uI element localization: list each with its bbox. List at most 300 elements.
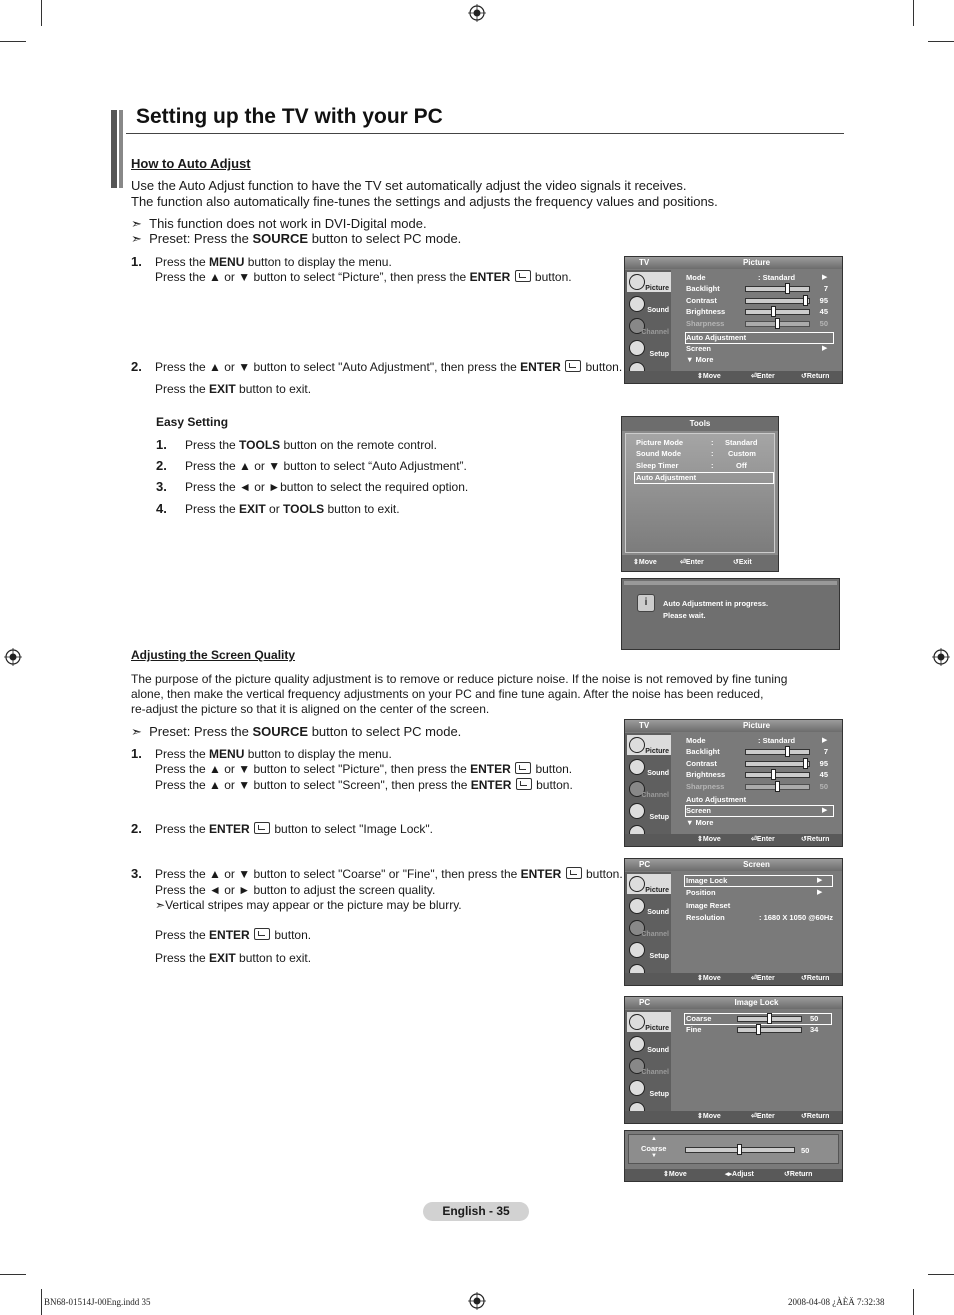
arrow-right-icon: ▶ — [822, 274, 828, 281]
step-text: Press the — [155, 951, 210, 965]
step-number: 4. — [156, 501, 167, 516]
step-bold: EXIT — [209, 382, 236, 396]
registration-mark-icon — [468, 1292, 486, 1310]
osd-row-value: 95 — [819, 296, 828, 305]
step-text: button. — [582, 360, 623, 374]
title-accent-bar — [111, 110, 117, 188]
osd-row-label: ▼ More — [686, 818, 714, 827]
crop-mark — [41, 1289, 42, 1315]
step-line: Press the ◄ or ► button to adjust the screen quality. — [155, 883, 436, 897]
osd-footer — [625, 973, 842, 985]
osd-dialog-edge — [624, 581, 837, 585]
osd-footer — [622, 555, 778, 571]
osd-header: Tools — [622, 417, 778, 431]
osd-row-value: 45 — [819, 770, 828, 779]
step-bold: ENTER — [470, 778, 512, 792]
osd-foot-return: ↺ Return — [801, 975, 830, 982]
step-text: button. — [532, 762, 573, 776]
step-bold: TOOLS — [239, 438, 281, 452]
picture-icon — [629, 876, 645, 892]
step-line — [155, 254, 392, 270]
step-number: 3. — [131, 866, 142, 881]
osd-foot-label: Move — [702, 975, 721, 982]
osd-foot-label: Return — [806, 836, 830, 843]
osd-row-label: Fine — [686, 1025, 702, 1034]
osd-row-label: Sharpness — [686, 319, 725, 328]
osd-side-setup — [627, 338, 671, 358]
step-line — [155, 821, 433, 837]
coarse-adjust-knob[interactable] — [737, 1144, 742, 1155]
step-number: 1. — [156, 437, 167, 452]
osd-foot-label: Move — [702, 373, 721, 380]
osd-row-value: Off — [736, 461, 747, 470]
osd-source-label: TV — [639, 721, 650, 730]
osd-foot-exit: ↺ Exit — [733, 559, 752, 566]
osd-side-label: Channel — [641, 1069, 669, 1076]
osd-row-label: Sharpness — [686, 782, 725, 791]
step-line — [185, 437, 437, 453]
enter-icon — [565, 360, 581, 372]
note-text: button to select PC mode. — [308, 231, 462, 246]
gear-icon — [629, 942, 645, 958]
step-text: button to exit. — [324, 502, 400, 516]
arrow-right-icon: ▶ — [822, 737, 828, 744]
osd-foot-label: Enter — [756, 975, 775, 982]
step-line: Press the ◄ or ►button to select the required option. — [185, 480, 469, 494]
step-number: 2. — [156, 458, 167, 473]
step-text: Press the — [155, 382, 210, 396]
osd-slider-track[interactable] — [745, 298, 810, 304]
step-bold: ENTER — [520, 867, 562, 881]
osd-slider-track[interactable] — [745, 749, 810, 755]
step-line: Press the ▲ or ▼ button to select “Auto Adjustment”. — [185, 459, 467, 473]
sound-icon — [629, 296, 645, 312]
osd-row-label: Auto Adjustment — [636, 473, 697, 482]
osd-row-value: 95 — [819, 759, 828, 768]
step-text: Press the ▲ or ▼ button to select “Picture”, then press the — [155, 270, 470, 284]
file-slug: BN68-01514J-00Eng.indd 35 — [44, 1297, 151, 1307]
note-bold: SOURCE — [252, 231, 309, 246]
enter-icon — [254, 822, 270, 834]
step-text: Press the ▲ or ▼ button to select "Coarse" or "Fine", then press the — [155, 867, 521, 881]
osd-side-setup — [627, 940, 671, 960]
osd-foot-label: Enter — [756, 1113, 775, 1120]
osd-foot-enter: ⏎ Enter — [751, 373, 775, 380]
osd-slider-knob[interactable] — [775, 781, 780, 792]
osd-foot-adjust: ◂▸ Adjust — [725, 1171, 754, 1178]
osd-side-label: Picture — [645, 887, 669, 894]
fine-slider-track[interactable] — [737, 1027, 802, 1033]
osd-foot-label: Enter — [685, 559, 704, 566]
osd-side-label: Setup — [649, 351, 669, 358]
note-text: Preset: Press the — [149, 724, 253, 739]
step-number: 1. — [131, 746, 142, 761]
sound-icon — [629, 898, 645, 914]
osd-row-label: Screen — [686, 344, 712, 353]
step-line — [155, 777, 573, 793]
osd-sidebar — [625, 872, 671, 973]
osd-row-label: Mode — [686, 736, 706, 745]
note-item — [131, 231, 461, 247]
osd-sidebar — [625, 733, 671, 834]
arrow-right-icon: ▶ — [822, 345, 828, 352]
step-line — [155, 866, 623, 882]
osd-foot-move: ⇕ Move — [697, 975, 721, 982]
registration-mark-icon — [932, 648, 950, 666]
osd-foot-move: ⇕ Move — [663, 1171, 687, 1178]
info-icon: i — [637, 594, 655, 612]
osd-row-value: 50 — [819, 782, 828, 791]
osd-row-label: Brightness — [686, 770, 726, 779]
osd-row-label: Auto Adjustment — [686, 795, 747, 804]
osd-side-picture — [627, 874, 671, 894]
step-text: button. — [582, 867, 623, 881]
osd-sidebar — [625, 1010, 671, 1111]
osd-header — [625, 859, 842, 871]
osd-message: Please wait. — [663, 611, 706, 620]
osd-side-label: Channel — [641, 329, 669, 336]
osd-foot-label: Return — [789, 1171, 813, 1178]
osd-sidebar — [625, 270, 671, 371]
osd-row-value: 34 — [810, 1025, 819, 1034]
step-text: Press the — [155, 255, 210, 269]
note-arrow-icon: ➣ — [155, 898, 166, 912]
osd-row-label: Brightness — [686, 307, 726, 316]
fine-slider-knob[interactable] — [756, 1024, 761, 1035]
step-text: Vertical stripes may appear or the picture may be blurry. — [165, 898, 462, 912]
osd-progress-dialog — [621, 578, 840, 650]
step-bold: ENTER — [469, 270, 511, 284]
osd-foot-label: Move — [702, 1113, 721, 1120]
arrow-right-icon: ▶ — [822, 807, 828, 814]
note-arrow-icon: ➣ — [131, 724, 142, 739]
crop-mark — [0, 41, 26, 42]
crop-mark — [0, 1274, 26, 1275]
osd-footer — [625, 834, 842, 846]
section-heading-screen-quality: Adjusting the Screen Quality — [131, 648, 296, 662]
osd-row-label: Backlight — [686, 284, 720, 293]
step-number: 3. — [156, 479, 167, 494]
note-text: button to select PC mode. — [308, 724, 462, 739]
coarse-slider-knob[interactable] — [767, 1013, 772, 1024]
step-line — [155, 950, 311, 966]
osd-side-label: Picture — [645, 285, 669, 292]
osd-row-label: Coarse — [641, 1144, 667, 1153]
osd-side-label: Sound — [647, 909, 669, 916]
osd-header — [625, 257, 842, 269]
date-slug: 2008-04-08 ¿ÀÈÄ 7:32:38 — [788, 1297, 885, 1307]
osd-slider-knob[interactable] — [785, 746, 790, 757]
osd-foot-label: Enter — [756, 836, 775, 843]
osd-row-label: Backlight — [686, 747, 720, 756]
step-text: Press the — [155, 928, 210, 942]
osd-row-label: Resolution — [686, 913, 725, 922]
osd-foot-label: Adjust — [732, 1171, 754, 1178]
crop-mark — [41, 0, 42, 26]
arrow-right-icon: ▶ — [817, 889, 823, 896]
osd-side-picture — [627, 272, 671, 292]
step-line — [155, 359, 622, 375]
osd-slider-knob[interactable] — [785, 283, 790, 294]
osd-foot-label: Return — [806, 1113, 830, 1120]
osd-footer — [625, 1111, 842, 1123]
section-heading-auto-adjust: How to Auto Adjust — [131, 156, 251, 171]
osd-row-label: Contrast — [686, 759, 717, 768]
osd-foot-label: Enter — [756, 373, 775, 380]
step-bold: MENU — [209, 747, 245, 761]
osd-side-label: Picture — [645, 1025, 669, 1032]
para-line: alone, then make the vertical frequency adjustments on your PC and fine tune again. After the noise has been reduced, — [131, 687, 764, 701]
osd-row-label: Sleep Timer — [636, 461, 679, 470]
osd-foot-move: ⇕ Move — [633, 559, 657, 566]
step-text: button to exit. — [235, 951, 312, 965]
step-number: 1. — [131, 254, 142, 269]
page-title: Setting up the TV with your PC — [136, 105, 443, 128]
osd-row-value: : Standard — [758, 273, 796, 282]
osd-footer — [625, 371, 842, 383]
note-text: Preset: Press the — [149, 231, 253, 246]
osd-row-value: : Standard — [758, 736, 796, 745]
crop-mark — [913, 0, 914, 26]
osd-coarse-adjust — [624, 1130, 843, 1182]
page-number-badge: English - 35 — [423, 1202, 529, 1221]
step-number: 2. — [131, 821, 142, 836]
enter-icon — [516, 778, 532, 790]
osd-row-value: 50 — [801, 1146, 810, 1155]
crop-mark — [928, 41, 954, 42]
osd-row-value: : 1680 X 1050 @60Hz — [759, 913, 834, 922]
step-text: button. — [532, 778, 573, 792]
osd-row-label: Auto Adjustment — [686, 333, 747, 342]
osd-side-channel — [627, 779, 671, 799]
intro-line: The function also automatically fine-tunes the settings and adjusts the frequency values and positions. — [131, 194, 718, 209]
osd-side-channel — [627, 316, 671, 336]
gear-icon — [629, 340, 645, 356]
osd-foot-return: ↺ Return — [801, 373, 830, 380]
osd-message: Auto Adjustment in progress. — [663, 599, 769, 608]
enter-icon — [515, 270, 531, 282]
step-text: Press the — [155, 747, 210, 761]
osd-foot-enter: ⏎ Enter — [751, 1113, 775, 1120]
osd-header — [625, 720, 842, 732]
gear-icon — [629, 1080, 645, 1096]
step-text: Press the — [185, 438, 240, 452]
osd-title: Image Lock — [734, 998, 779, 1007]
osd-row-label: Image Lock — [686, 876, 728, 885]
step-text: button. — [271, 928, 312, 942]
osd-side-label: Channel — [641, 792, 669, 799]
osd-foot-label: Move — [702, 836, 721, 843]
picture-icon — [629, 737, 645, 753]
osd-foot-return: ↺ Return — [801, 836, 830, 843]
osd-side-sound — [627, 294, 671, 314]
osd-side-label: Sound — [647, 1047, 669, 1054]
sound-icon — [629, 1036, 645, 1052]
crop-mark — [913, 1289, 914, 1315]
note-text: This function does not work in DVI-Digital mode. — [149, 216, 427, 231]
step-bold: ENTER — [209, 928, 250, 942]
osd-row-label: Sound Mode — [636, 449, 681, 458]
step-text: button to select "Image Lock". — [271, 822, 433, 836]
osd-side-label: Setup — [649, 1091, 669, 1098]
osd-side-label: Setup — [649, 814, 669, 821]
osd-slider-track[interactable] — [745, 761, 810, 767]
osd-foot-enter: ⏎ Enter — [751, 836, 775, 843]
step-line — [155, 761, 572, 777]
osd-row-value: 7 — [823, 284, 828, 293]
step-text: button. — [531, 270, 572, 284]
osd-title: Picture — [742, 258, 771, 267]
note-item — [131, 216, 427, 232]
step-number: 2. — [131, 359, 142, 374]
enter-icon — [254, 928, 270, 940]
osd-side-label: Sound — [647, 770, 669, 777]
osd-side-label: Setup — [649, 953, 669, 960]
step-bold: ENTER — [520, 360, 561, 374]
note-arrow-icon: ➣ — [131, 216, 142, 231]
step-line — [185, 501, 400, 517]
osd-side-label: Sound — [647, 307, 669, 314]
osd-row-sep: : — [711, 461, 714, 470]
step-text: or — [265, 502, 284, 516]
osd-row-label: Picture Mode — [636, 438, 684, 447]
registration-mark-icon — [468, 4, 486, 22]
intro-line: Use the Auto Adjust function to have the TV set automatically adjust the video signals it receives. — [131, 178, 687, 193]
step-text: Press the ▲ or ▼ button to select "Picture", then press the — [155, 762, 471, 776]
osd-side-channel — [627, 1056, 671, 1076]
step-line — [155, 927, 311, 943]
step-bold: EXIT — [209, 951, 236, 965]
step-text: button to display the menu. — [244, 255, 392, 269]
osd-foot-move: ⇕ Move — [697, 836, 721, 843]
osd-row-value: 45 — [819, 307, 828, 316]
step-text: button to display the menu. — [244, 747, 392, 761]
osd-slider-track[interactable] — [745, 286, 810, 292]
registration-mark-icon — [4, 648, 22, 666]
step-text: Press the — [185, 502, 240, 516]
arrow-up-icon[interactable]: ▲ — [651, 1136, 657, 1142]
osd-row-label: ▼ More — [686, 355, 714, 364]
sound-icon — [629, 759, 645, 775]
osd-header — [625, 997, 842, 1009]
osd-row-value: Custom — [728, 449, 756, 458]
osd-foot-enter: ⏎ Enter — [751, 975, 775, 982]
osd-row-value: Standard — [725, 438, 758, 447]
osd-row-label: Position — [686, 888, 716, 897]
osd-source-label: TV — [639, 258, 650, 267]
step-bold: EXIT — [239, 502, 266, 516]
osd-foot-move: ⇕ Move — [697, 373, 721, 380]
osd-slider-knob[interactable] — [771, 769, 776, 780]
step-text: button on the remote control. — [280, 438, 437, 452]
osd-row-value: 50 — [819, 319, 828, 328]
osd-foot-return: ↺ Return — [801, 1113, 830, 1120]
arrow-down-icon[interactable]: ▼ — [651, 1153, 657, 1159]
osd-foot-label: Exit — [738, 559, 752, 566]
osd-row-label: Mode — [686, 273, 706, 282]
osd-foot-label: Move — [638, 559, 657, 566]
note-arrow-icon: ➣ — [131, 231, 142, 246]
step-line — [155, 746, 392, 762]
osd-row-label: Image Reset — [686, 901, 731, 910]
osd-side-picture — [627, 1012, 671, 1032]
osd-side-setup — [627, 801, 671, 821]
osd-foot-label: Return — [806, 975, 830, 982]
osd-row-label: Contrast — [686, 296, 717, 305]
osd-row-sep: : — [711, 438, 714, 447]
osd-side-sound — [627, 757, 671, 777]
osd-slider-knob[interactable] — [771, 306, 776, 317]
osd-row-label: Screen — [686, 806, 712, 815]
step-text: Press the ▲ or ▼ button to select "Screen", then press the — [155, 778, 471, 792]
osd-side-sound — [627, 1034, 671, 1054]
osd-side-picture — [627, 735, 671, 755]
step-bold: ENTER — [209, 822, 250, 836]
step-text: Press the ▲ or ▼ button to select "Auto Adjustment", then press the — [155, 360, 521, 374]
osd-foot-enter: ⏎ Enter — [680, 559, 704, 566]
osd-screen-menu — [624, 858, 843, 986]
osd-slider-track[interactable] — [745, 309, 810, 315]
note-bold: SOURCE — [252, 724, 309, 739]
osd-side-channel — [627, 918, 671, 938]
osd-row-value: 50 — [810, 1014, 819, 1023]
step-text: Press the — [155, 822, 210, 836]
step-bold: TOOLS — [283, 502, 325, 516]
osd-title: Screen — [743, 860, 770, 869]
osd-foot-label: Return — [806, 373, 830, 380]
step-line — [155, 897, 462, 913]
osd-source-label: PC — [639, 860, 651, 869]
osd-side-setup — [627, 1078, 671, 1098]
osd-imagelock-menu — [624, 996, 843, 1124]
step-line — [155, 381, 311, 397]
enter-icon — [515, 762, 531, 774]
osd-slider-track[interactable] — [745, 772, 810, 778]
osd-footer — [625, 1169, 842, 1181]
title-accent-bar — [119, 110, 123, 188]
picture-icon — [629, 1014, 645, 1030]
osd-slider-knob[interactable] — [775, 318, 780, 329]
osd-foot-label: Move — [668, 1171, 687, 1178]
step-bold: MENU — [209, 255, 245, 269]
para-line: The purpose of the picture quality adjustment is to remove or reduce picture noise. If the noise is not removed by fine tuning — [131, 672, 788, 686]
title-rule — [126, 133, 844, 134]
osd-foot-return: ↺ Return — [784, 1171, 813, 1178]
gear-icon — [629, 803, 645, 819]
step-bold: ENTER — [470, 762, 511, 776]
osd-tools-menu — [621, 416, 779, 572]
osd-foot-move: ⇕ Move — [697, 1113, 721, 1120]
osd-source-label: PC — [639, 998, 651, 1007]
osd-row-sep: : — [711, 449, 714, 458]
step-text: button to exit. — [235, 382, 312, 396]
osd-side-sound — [627, 896, 671, 916]
crop-mark — [928, 1274, 954, 1275]
arrow-right-icon: ▶ — [817, 877, 823, 884]
osd-title: Picture — [742, 721, 771, 730]
note-item — [131, 724, 461, 740]
osd-row-value: 7 — [823, 747, 828, 756]
easy-setting-heading: Easy Setting — [156, 415, 229, 429]
osd-side-label: Channel — [641, 931, 669, 938]
enter-icon — [566, 867, 582, 879]
osd-side-label: Picture — [645, 748, 669, 755]
para-line: re-adjust the picture so that it is aligned on the center of the screen. — [131, 702, 490, 716]
osd-row-label: Coarse — [686, 1014, 712, 1023]
osd-picture-menu-screen — [624, 719, 843, 847]
osd-picture-menu — [624, 256, 843, 384]
step-line — [155, 269, 572, 285]
